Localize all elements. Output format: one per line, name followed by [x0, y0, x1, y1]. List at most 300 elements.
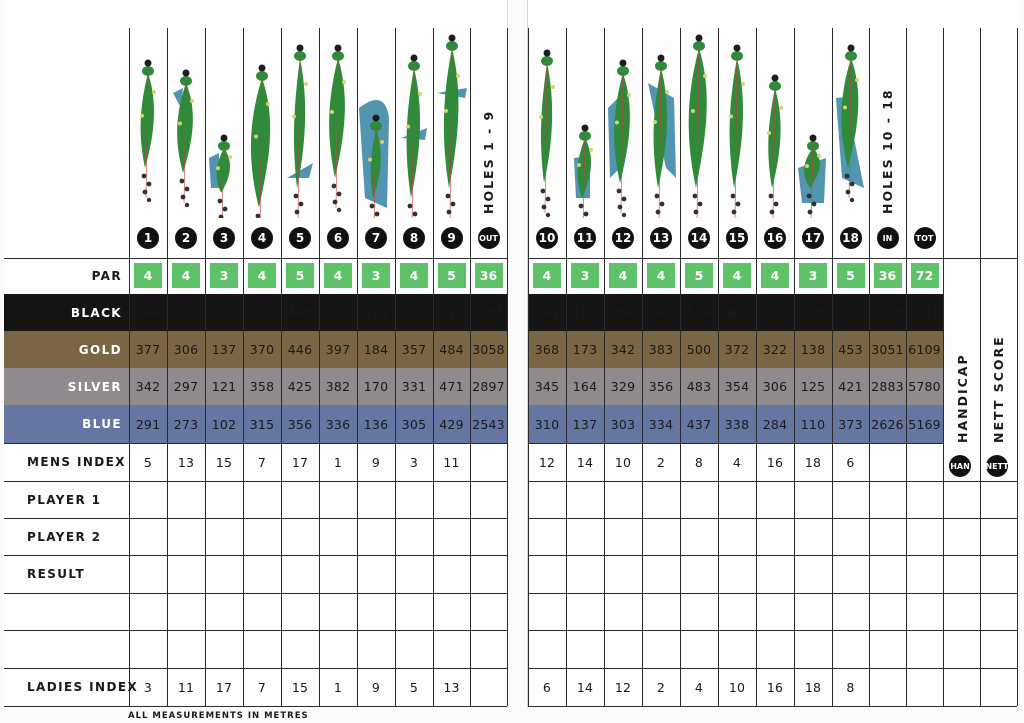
- yardage-gold-8: 357: [401, 342, 427, 357]
- score-cell[interactable]: [206, 482, 243, 518]
- par-16: 4: [761, 263, 789, 288]
- score-cell[interactable]: [244, 482, 281, 518]
- yardage-black-11: 193: [572, 305, 598, 320]
- score-cell[interactable]: [981, 556, 1017, 593]
- score-cell[interactable]: [643, 556, 680, 593]
- score-cell[interactable]: [320, 631, 357, 668]
- ladies_index-16: 16: [766, 679, 784, 695]
- hole-7-layout-illustration: [359, 28, 393, 218]
- par-1: 4: [134, 263, 162, 288]
- par-5: 5: [286, 263, 314, 288]
- score-cell[interactable]: [795, 482, 832, 518]
- hole-11-layout-illustration: [568, 28, 602, 218]
- score-cell[interactable]: [396, 631, 433, 668]
- score-cell[interactable]: [833, 519, 869, 555]
- yardage-blue-out: 2543: [472, 416, 505, 432]
- score-cell[interactable]: [358, 519, 395, 555]
- yardage-silver-5: 425: [287, 379, 313, 394]
- hole-number-12: 12: [612, 227, 634, 249]
- hole-number-13: 13: [650, 227, 672, 249]
- yardage-blue-13: 334: [648, 416, 674, 432]
- score-cell[interactable]: [434, 482, 470, 518]
- yardage-blue-18: 373: [838, 416, 863, 432]
- row-label-gold: GOLD: [78, 342, 122, 357]
- ladies_index-15: 10: [728, 679, 746, 695]
- par-8: 4: [400, 263, 428, 288]
- yardage-blue-3: 102: [211, 416, 237, 432]
- score-cell[interactable]: [757, 482, 794, 518]
- yardage-black-17: 158: [800, 305, 826, 320]
- yardage-blue-in: 2626: [871, 416, 904, 432]
- score-cell[interactable]: [681, 594, 718, 630]
- grid-line: [1017, 28, 1018, 706]
- score-cell[interactable]: [529, 519, 566, 555]
- par-6: 4: [324, 263, 352, 288]
- yardage-black-tot: 6513: [908, 305, 941, 320]
- score-cell[interactable]: [434, 556, 470, 593]
- par-4: 4: [248, 263, 276, 288]
- yardage-silver-11: 164: [572, 379, 598, 394]
- yardage-blue-1: 291: [135, 416, 161, 432]
- par-14: 5: [685, 263, 713, 288]
- score-cell[interactable]: [870, 631, 906, 668]
- mens_index-15: 4: [732, 454, 742, 470]
- score-cell[interactable]: [643, 519, 680, 555]
- score-cell[interactable]: [244, 594, 281, 630]
- hole-number-2: 2: [175, 227, 197, 249]
- score-cell[interactable]: [870, 594, 906, 630]
- hole-number-3: 3: [213, 227, 235, 249]
- ladies_index-4: 7: [257, 679, 267, 695]
- yardage-blue-9: 429: [439, 416, 464, 432]
- score-cell[interactable]: [168, 519, 205, 555]
- par-in: 36: [874, 263, 902, 288]
- yardage-gold-2: 306: [173, 342, 199, 357]
- yardage-silver-10: 345: [534, 379, 560, 394]
- yardage-blue-4: 315: [249, 416, 275, 432]
- score-cell[interactable]: [471, 631, 507, 668]
- score-cell[interactable]: [206, 556, 243, 593]
- yardage-blue-7: 136: [363, 416, 389, 432]
- yardage-silver-3: 121: [211, 379, 237, 394]
- score-cell[interactable]: [529, 631, 566, 668]
- score-cell[interactable]: [567, 482, 604, 518]
- score-cell[interactable]: [168, 631, 205, 668]
- score-cell[interactable]: [944, 519, 980, 555]
- hole-number-15: 15: [726, 227, 748, 249]
- score-cell[interactable]: [320, 482, 357, 518]
- mens_index-13: 2: [656, 454, 666, 470]
- yardage-silver-out: 2897: [472, 379, 505, 394]
- yardage-gold-15: 372: [724, 342, 750, 357]
- hole-10-layout-illustration: [530, 28, 564, 218]
- yardage-blue-tot: 5169: [908, 416, 941, 432]
- yardage-black-2: 338: [173, 305, 199, 320]
- score-cell[interactable]: [434, 519, 470, 555]
- yardage-silver-17: 125: [800, 379, 826, 394]
- score-cell[interactable]: [396, 594, 433, 630]
- hole-number-18: 18: [840, 227, 862, 249]
- score-cell[interactable]: [434, 594, 470, 630]
- ladies_index-14: 4: [694, 679, 704, 695]
- yardage-silver-16: 306: [762, 379, 788, 394]
- yardage-black-15: 404: [724, 305, 750, 320]
- yardage-gold-17: 138: [800, 342, 826, 357]
- score-cell[interactable]: [396, 556, 433, 593]
- score-cell[interactable]: [282, 519, 319, 555]
- hole-6-layout-illustration: [321, 28, 355, 218]
- yardage-blue-2: 273: [173, 416, 199, 432]
- par-12: 4: [609, 263, 637, 288]
- yardage-blue-11: 137: [572, 416, 598, 432]
- row-label-ladies-index: LADIES INDEX: [27, 680, 139, 694]
- yardage-silver-6: 382: [325, 379, 351, 394]
- yardage-gold-4: 370: [249, 342, 275, 357]
- grid-line: [528, 706, 1017, 707]
- yardage-silver-in: 2883: [871, 379, 904, 394]
- mens_index-4: 7: [257, 454, 267, 470]
- score-cell[interactable]: [719, 482, 756, 518]
- score-cell[interactable]: [643, 594, 680, 630]
- yardage-silver-12: 329: [610, 379, 636, 394]
- yardage-blue-8: 305: [401, 416, 427, 432]
- score-cell[interactable]: [681, 556, 718, 593]
- hole-15-layout-illustration: [720, 28, 754, 218]
- score-cell[interactable]: [358, 556, 395, 593]
- score-cell[interactable]: [681, 482, 718, 518]
- score-cell[interactable]: [206, 594, 243, 630]
- score-cell[interactable]: [757, 594, 794, 630]
- score-cell[interactable]: [567, 594, 604, 630]
- score-cell[interactable]: [719, 556, 756, 593]
- score-cell[interactable]: [795, 631, 832, 668]
- score-cell[interactable]: [719, 519, 756, 555]
- score-cell[interactable]: [944, 556, 980, 593]
- ladies_index-7: 9: [371, 679, 381, 695]
- score-cell[interactable]: [605, 482, 642, 518]
- yardage-silver-8: 331: [401, 379, 427, 394]
- grid-line: [4, 258, 507, 259]
- score-cell[interactable]: [320, 594, 357, 630]
- hole-9-layout-illustration: [435, 28, 469, 218]
- par-18: 5: [837, 263, 865, 288]
- ladies_index-10: 6: [542, 679, 552, 695]
- yardage-black-8: 393: [401, 305, 427, 320]
- yardage-blue-16: 284: [762, 416, 788, 432]
- row-label-blue: BLUE: [82, 417, 122, 431]
- score-cell[interactable]: [130, 482, 167, 518]
- score-cell[interactable]: [944, 594, 980, 630]
- yardage-gold-6: 397: [325, 342, 351, 357]
- score-cell[interactable]: [907, 631, 943, 668]
- score-cell[interactable]: [833, 594, 869, 630]
- nett-score-label: NETT SCORE: [991, 335, 1006, 443]
- score-cell[interactable]: [757, 556, 794, 593]
- par-13: 4: [647, 263, 675, 288]
- score-cell[interactable]: [396, 482, 433, 518]
- yardage-silver-14: 483: [686, 379, 712, 394]
- yardage-silver-4: 358: [249, 379, 275, 394]
- score-cell[interactable]: [605, 594, 642, 630]
- yardage-gold-5: 446: [287, 342, 313, 357]
- ladies_index-9: 13: [443, 679, 460, 695]
- yardage-black-1: 399: [135, 305, 161, 320]
- row-label-par: PAR: [91, 269, 122, 283]
- score-cell[interactable]: [757, 631, 794, 668]
- score-cell[interactable]: [244, 556, 281, 593]
- score-cell[interactable]: [907, 594, 943, 630]
- mens_index-9: 11: [443, 454, 460, 470]
- yardage-gold-18: 453: [838, 342, 863, 357]
- grid-line: [4, 706, 507, 707]
- ladies_index-8: 5: [409, 679, 419, 695]
- hole-number-5: 5: [289, 227, 311, 249]
- score-cell[interactable]: [981, 482, 1017, 518]
- yardage-gold-7: 184: [363, 342, 389, 357]
- ladies_index-2: 11: [177, 679, 195, 695]
- score-cell[interactable]: [981, 519, 1017, 555]
- row-label-black: BLACK: [70, 305, 122, 320]
- score-cell[interactable]: [605, 631, 642, 668]
- par-11: 3: [571, 263, 599, 288]
- score-cell[interactable]: [907, 519, 943, 555]
- par-10: 4: [533, 263, 561, 288]
- score-cell[interactable]: [907, 482, 943, 518]
- score-cell[interactable]: [434, 631, 470, 668]
- yardage-gold-12: 342: [610, 342, 636, 357]
- measurement-note: ALL MEASUREMENTS IN METRES: [128, 711, 309, 721]
- hole-number-9: 9: [441, 227, 463, 249]
- score-cell[interactable]: [529, 594, 566, 630]
- score-cell[interactable]: [719, 631, 756, 668]
- score-cell[interactable]: [870, 482, 906, 518]
- yardage-blue-15: 338: [724, 416, 750, 432]
- yardage-black-9: 512: [439, 305, 464, 320]
- score-cell[interactable]: [396, 519, 433, 555]
- score-cell[interactable]: [130, 594, 167, 630]
- mens_index-14: 8: [694, 454, 704, 470]
- hole-3-layout-illustration: [207, 28, 241, 218]
- ladies_index-12: 12: [614, 679, 632, 695]
- score-cell[interactable]: [681, 519, 718, 555]
- yardage-silver-2: 297: [173, 379, 199, 394]
- hole-number-14: 14: [688, 227, 710, 249]
- score-cell[interactable]: [471, 594, 507, 630]
- score-cell[interactable]: [282, 594, 319, 630]
- in-badge: IN: [877, 227, 899, 249]
- mens_index-10: 12: [538, 454, 556, 470]
- ladies_index-11: 14: [576, 679, 594, 695]
- mens_index-1: 5: [143, 454, 153, 470]
- score-cell[interactable]: [471, 519, 507, 555]
- ladies_index-5: 15: [291, 679, 309, 695]
- hole-number-8: 8: [403, 227, 425, 249]
- score-cell[interactable]: [168, 482, 205, 518]
- mens_index-18: 6: [846, 454, 855, 470]
- yardage-blue-5: 356: [287, 416, 313, 432]
- ladies_index-1: 3: [143, 679, 153, 695]
- score-cell[interactable]: [168, 556, 205, 593]
- score-cell[interactable]: [529, 556, 566, 593]
- ladies_index-6: 1: [333, 679, 343, 695]
- score-cell[interactable]: [320, 519, 357, 555]
- hole-8-layout-illustration: [397, 28, 431, 218]
- score-cell[interactable]: [833, 631, 869, 668]
- score-cell[interactable]: [244, 519, 281, 555]
- par-9: 5: [438, 263, 466, 288]
- ladies_index-18: 8: [846, 679, 855, 695]
- yardage-black-13: 397: [648, 305, 674, 320]
- row-label-player-0: PLAYER 1: [27, 492, 102, 507]
- holes-front-label: HOLES 1 - 9: [481, 109, 496, 214]
- yardage-black-out: 3285: [472, 305, 505, 320]
- score-cell[interactable]: [529, 482, 566, 518]
- score-cell[interactable]: [471, 556, 507, 593]
- hole-14-layout-illustration: [682, 28, 716, 218]
- yardage-blue-10: 310: [534, 416, 560, 432]
- row-label-mens-index: MENS INDEX: [27, 455, 126, 469]
- hole-1-layout-illustration: [131, 28, 165, 218]
- hole-16-layout-illustration: [758, 28, 792, 218]
- grid-line: [528, 258, 1017, 259]
- yardage-gold-10: 368: [534, 342, 560, 357]
- score-cell[interactable]: [567, 631, 604, 668]
- score-cell[interactable]: [870, 556, 906, 593]
- hole-number-17: 17: [802, 227, 824, 249]
- yardage-black-14: 516: [686, 305, 712, 320]
- score-cell[interactable]: [833, 482, 869, 518]
- score-cell[interactable]: [282, 631, 319, 668]
- par-7: 3: [362, 263, 390, 288]
- yardage-gold-9: 484: [439, 342, 464, 357]
- yardage-blue-12: 303: [610, 416, 636, 432]
- yardage-silver-15: 354: [724, 379, 750, 394]
- mens_index-2: 13: [177, 454, 195, 470]
- hole-number-4: 4: [251, 227, 273, 249]
- score-cell[interactable]: [567, 556, 604, 593]
- score-cell[interactable]: [206, 519, 243, 555]
- mens_index-8: 3: [409, 454, 419, 470]
- score-cell[interactable]: [757, 519, 794, 555]
- score-cell[interactable]: [358, 631, 395, 668]
- score-cell[interactable]: [795, 556, 832, 593]
- score-cell[interactable]: [282, 482, 319, 518]
- hole-number-6: 6: [327, 227, 349, 249]
- grid-line: [507, 28, 508, 706]
- score-cell[interactable]: [981, 631, 1017, 668]
- row-label-player-2: RESULT: [27, 567, 86, 581]
- par-3: 3: [210, 263, 238, 288]
- yardage-black-7: 214: [363, 305, 389, 320]
- score-cell[interactable]: [130, 519, 167, 555]
- hole-number-16: 16: [764, 227, 786, 249]
- par-tot: 72: [911, 263, 939, 288]
- mens_index-11: 14: [576, 454, 594, 470]
- mens_index-5: 17: [291, 454, 309, 470]
- score-cell[interactable]: [358, 594, 395, 630]
- score-cell[interactable]: [681, 631, 718, 668]
- row-label-silver: SILVER: [67, 379, 122, 394]
- hole-number-1: 1: [137, 227, 159, 249]
- mens_index-7: 9: [371, 454, 381, 470]
- yardage-gold-14: 500: [686, 342, 712, 357]
- par-2: 4: [172, 263, 200, 288]
- tot-badge: TOT: [914, 227, 936, 249]
- score-cell[interactable]: [471, 482, 507, 518]
- mens_index-3: 15: [215, 454, 233, 470]
- score-cell[interactable]: [870, 519, 906, 555]
- yardage-gold-in: 3051: [871, 342, 904, 357]
- score-cell[interactable]: [643, 631, 680, 668]
- score-cell[interactable]: [795, 594, 832, 630]
- score-cell[interactable]: [833, 556, 869, 593]
- par-out: 36: [475, 263, 503, 288]
- holes-back-label: HOLES 10 - 18: [880, 88, 895, 214]
- yardage-gold-11: 173: [572, 342, 598, 357]
- score-cell[interactable]: [282, 556, 319, 593]
- hole-17-layout-illustration: [796, 28, 830, 218]
- ladies_index-13: 2: [656, 679, 666, 695]
- score-cell[interactable]: [981, 594, 1017, 630]
- hole-12-layout-illustration: [606, 28, 640, 218]
- score-cell[interactable]: [795, 519, 832, 555]
- par-15: 4: [723, 263, 751, 288]
- row-label-player-1: PLAYER 2: [27, 529, 102, 544]
- yardage-silver-tot: 5780: [908, 379, 941, 394]
- yardage-gold-tot: 6109: [908, 342, 941, 357]
- yardage-black-10: 391: [534, 305, 560, 320]
- yardage-black-18: 473: [838, 305, 863, 320]
- yardage-gold-1: 377: [135, 342, 161, 357]
- hole-2-layout-illustration: [169, 28, 203, 218]
- score-cell[interactable]: [358, 482, 395, 518]
- score-cell[interactable]: [244, 631, 281, 668]
- yardage-gold-out: 3058: [472, 342, 505, 357]
- yardage-silver-1: 342: [135, 379, 161, 394]
- score-cell[interactable]: [605, 556, 642, 593]
- score-cell[interactable]: [907, 556, 943, 593]
- score-cell[interactable]: [567, 519, 604, 555]
- score-cell[interactable]: [719, 594, 756, 630]
- score-cell[interactable]: [944, 631, 980, 668]
- score-cell[interactable]: [168, 594, 205, 630]
- yardage-gold-3: 137: [211, 342, 237, 357]
- score-cell[interactable]: [320, 556, 357, 593]
- mens_index-16: 16: [766, 454, 784, 470]
- hole-5-layout-illustration: [283, 28, 317, 218]
- score-cell[interactable]: [130, 631, 167, 668]
- score-cell[interactable]: [605, 519, 642, 555]
- yardage-black-16: 330: [762, 305, 788, 320]
- score-cell[interactable]: [643, 482, 680, 518]
- hole-number-10: 10: [536, 227, 558, 249]
- mens_index-6: 1: [333, 454, 343, 470]
- handicap-badge: HAN: [949, 455, 971, 477]
- yardage-silver-13: 356: [648, 379, 674, 394]
- hole-13-layout-illustration: [644, 28, 678, 218]
- hole-4-layout-illustration: [245, 28, 279, 218]
- nett-badge: NETT: [986, 455, 1008, 477]
- score-cell[interactable]: [130, 556, 167, 593]
- yardage-silver-9: 471: [439, 379, 464, 394]
- yardage-gold-13: 383: [648, 342, 674, 357]
- mens_index-12: 10: [614, 454, 632, 470]
- score-cell[interactable]: [206, 631, 243, 668]
- par-17: 3: [799, 263, 827, 288]
- yardage-silver-18: 421: [838, 379, 863, 394]
- score-cell[interactable]: [944, 482, 980, 518]
- yardage-black-5: 465: [287, 305, 313, 320]
